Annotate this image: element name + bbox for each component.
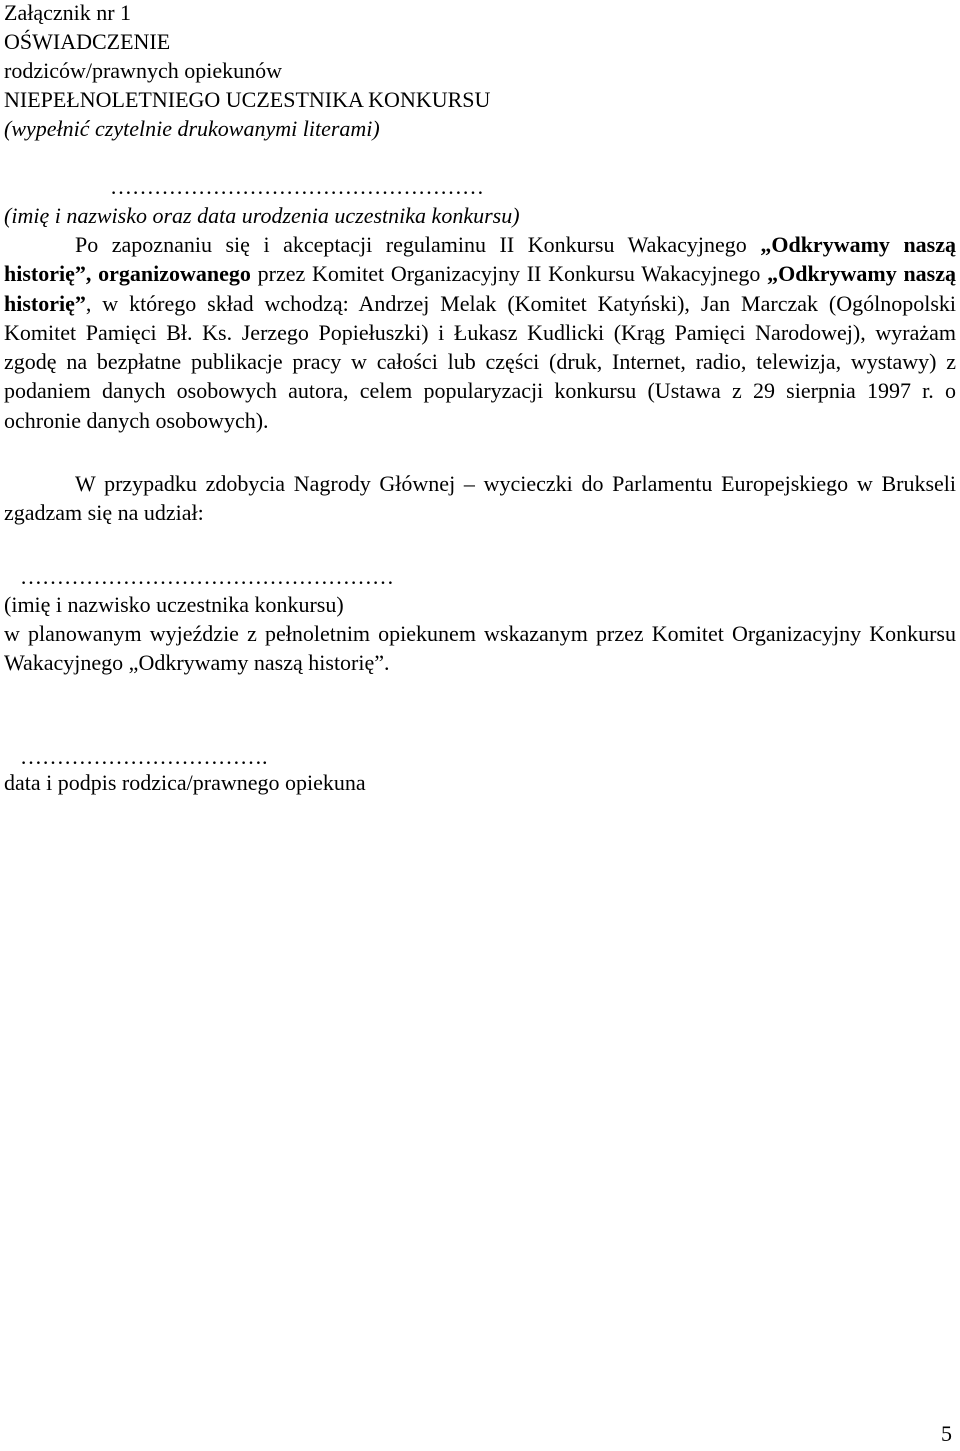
trip-paragraph: w planowanym wyjeździe z pełnoletnim opiekunem wskazanym przez Komitet Organizacyjny Konkursu Wakacyjnego „Odkrywamy naszą historię”. — [4, 621, 956, 676]
trip-consent-paragraph: W przypadku zdobycia Nagrody Głównej – wycieczki do Parlamentu Europejskiego w Brukseli zgadzam się na udział: — [4, 471, 956, 526]
contest-name-bold: „Odkrywamy naszą historię” — [4, 261, 957, 316]
document-title: OŚWIADCZENIE — [4, 29, 171, 54]
page-number: 5 — [941, 1421, 952, 1446]
subtitle-parents: rodziców/prawnych opiekunów — [4, 58, 282, 83]
annex-label: Załącznik nr 1 — [4, 0, 132, 25]
consent-text-part: , w którego skład wchodzą: Andrzej Melak (Komitet Katyński), Jan Marczak (Ogólnopolski Komitet Pamięci Bł. Ks. Jerzego Popiełuszki) i Łukasz Kudlicki (Krąg Pamięci Narodowej), wyrażam zgodę na bezpłatne publikacje pracy w całości lub części (druk, Internet, radio, telewizja, wystawy) z podaniem danych osobowych autora, celem popularyzacji konkursu (Ustawa z 29 sierpnia 1997 r. o ochronie danych osobowych). — [4, 290, 956, 433]
consent-text-part: Po zapoznaniu się i akceptacji regulaminu II Konkursu Wakacyjnego — [75, 232, 761, 257]
consent-text-bold-part: , organizowanego — [85, 261, 251, 287]
consent-text-part: przez Komitet Organizacyjny II Konkursu Wakacyjnego — [250, 261, 768, 287]
subtitle-minor-participant: NIEPEŁNOLETNIEGO UCZESTNIKA KONKURSU — [4, 87, 491, 112]
contest-name-bold: „Odkrywamy naszą historię” — [4, 232, 957, 287]
participant-name-dotted-field: …………………………………………… — [20, 564, 394, 589]
participant-field-caption: (imię i nazwisko oraz data urodzenia uczestnika konkursu) — [4, 203, 520, 228]
participant-dotted-field: …………………………………………… — [110, 174, 484, 199]
fill-instruction: (wypełnić czytelnie drukowanymi literami) — [4, 116, 380, 141]
signature-dotted-field: ……………………………. — [20, 744, 268, 769]
consent-paragraph — [4, 230, 956, 435]
signature-caption: data i podpis rodzica/prawnego opiekuna — [4, 770, 366, 795]
participant-name-caption: (imię i nazwisko uczestnika konkursu) — [4, 592, 344, 617]
